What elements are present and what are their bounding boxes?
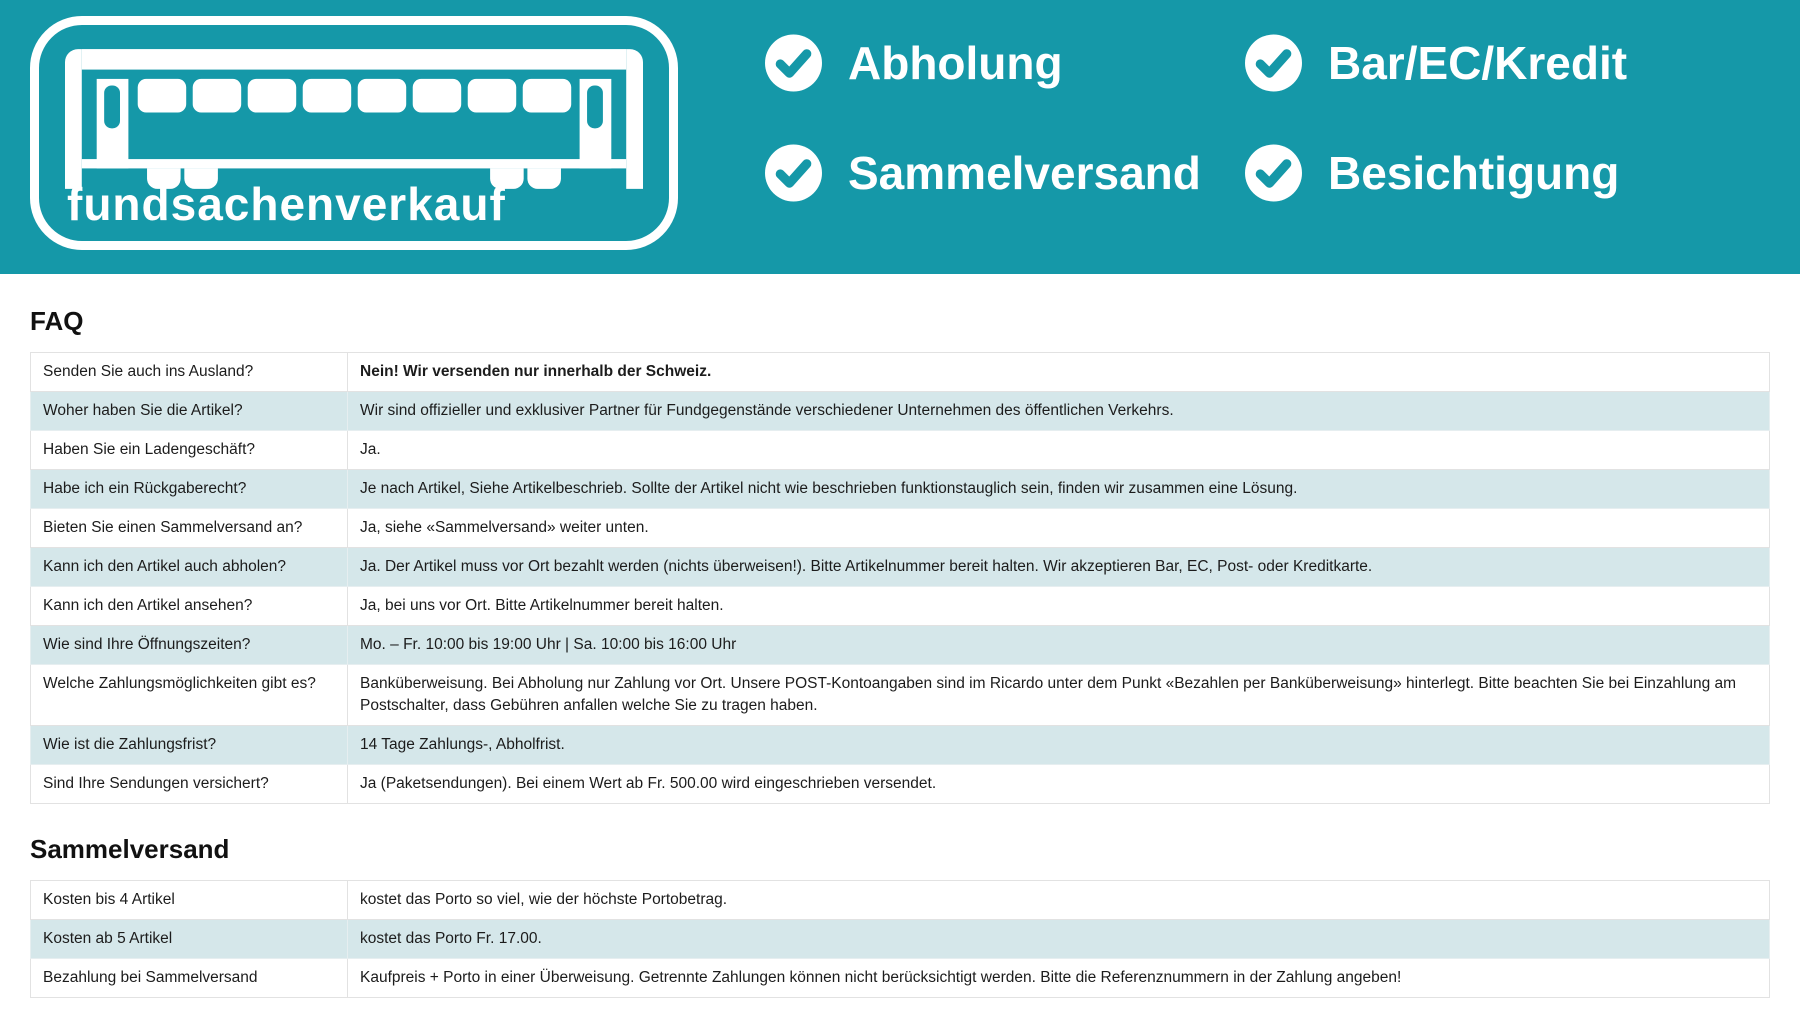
table-row bbox=[31, 509, 1770, 548]
table-row bbox=[31, 353, 1770, 392]
logo-wordmark: fundsachenverkauf bbox=[67, 178, 506, 230]
feature-besichtigung bbox=[1245, 144, 1627, 202]
question-cell: Kosten bis 4 Artikel bbox=[31, 881, 348, 920]
question-cell: Kann ich den Artikel auch abholen? bbox=[31, 548, 348, 587]
faq-table bbox=[30, 352, 1770, 804]
feature-label: Besichtigung bbox=[1328, 147, 1620, 199]
table-row bbox=[31, 665, 1770, 726]
answer-cell: kostet das Porto Fr. 17.00. bbox=[348, 920, 1770, 959]
feature-badges bbox=[765, 34, 1627, 202]
question-cell: Welche Zahlungsmöglichkeiten gibt es? bbox=[31, 665, 348, 726]
question-cell: Sind Ihre Sendungen versichert? bbox=[31, 765, 348, 804]
table-row bbox=[31, 765, 1770, 804]
question-cell: Kann ich den Artikel ansehen? bbox=[31, 587, 348, 626]
answer-cell: Ja (Paketsendungen). Bei einem Wert ab Fr. 500.00 wird eingeschrieben versendet. bbox=[348, 765, 1770, 804]
answer-cell: Mo. – Fr. 10:00 bis 19:00 Uhr | Sa. 10:00 bis 16:00 Uhr bbox=[348, 626, 1770, 665]
answer-cell: Ja. bbox=[348, 431, 1770, 470]
table-row bbox=[31, 920, 1770, 959]
feature-label: Bar/EC/Kredit bbox=[1328, 37, 1628, 89]
faq-title: FAQ bbox=[30, 306, 84, 336]
answer-cell: Wir sind offizieller und exklusiver Partner für Fundgegenstände verschiedener Unternehmen des öffentlichen Verkehrs. bbox=[348, 392, 1770, 431]
feature-abholung bbox=[765, 34, 1245, 92]
header-banner bbox=[0, 0, 1800, 274]
feature-sammelversand bbox=[765, 144, 1245, 202]
table-row bbox=[31, 626, 1770, 665]
answer-cell: Banküberweisung. Bei Abholung nur Zahlung vor Ort. Unsere POST-Kontoangaben sind im Ricardo unter dem Punkt «Bezahlen per Banküberweisung» hinterlegt. Bitte beachten Sie bei Einzahlung am Postschalter, dass Gebühren anfallen welche Sie zu tragen haben. bbox=[348, 665, 1770, 726]
question-cell: Bieten Sie einen Sammelversand an? bbox=[31, 509, 348, 548]
checkmark-icon bbox=[765, 34, 822, 92]
answer-cell: 14 Tage Zahlungs-, Abholfrist. bbox=[348, 726, 1770, 765]
question-cell: Kosten ab 5 Artikel bbox=[31, 920, 348, 959]
table-row bbox=[31, 881, 1770, 920]
question-cell: Haben Sie ein Ladengeschäft? bbox=[31, 431, 348, 470]
answer-cell: kostet das Porto so viel, wie der höchste Portobetrag. bbox=[348, 881, 1770, 920]
question-cell: Woher haben Sie die Artikel? bbox=[31, 392, 348, 431]
question-cell: Habe ich ein Rückgaberecht? bbox=[31, 470, 348, 509]
table-row bbox=[31, 431, 1770, 470]
answer-cell: Ja. Der Artikel muss vor Ort bezahlt werden (nichts überweisen!). Bitte Artikelnummer bereit halten. Wir akzeptieren Bar, EC, Post- oder Kreditkarte. bbox=[348, 548, 1770, 587]
question-cell: Wie ist die Zahlungsfrist? bbox=[31, 726, 348, 765]
feature-bar-ec-kredit bbox=[1245, 34, 1627, 92]
answer-cell: Je nach Artikel, Siehe Artikelbeschrieb. Sollte der Artikel nicht wie beschrieben funktionstauglich sein, finden wir zusammen eine Lösung. bbox=[348, 470, 1770, 509]
checkmark-icon bbox=[1245, 144, 1302, 202]
table-row bbox=[31, 959, 1770, 998]
answer-cell: Ja, siehe «Sammelversand» weiter unten. bbox=[348, 509, 1770, 548]
fundsachenverkauf-logo bbox=[30, 16, 678, 250]
answer-cell: Kaufpreis + Porto in einer Überweisung. Getrennte Zahlungen können nicht berücksichtigt werden. Bitte die Referenznummern in der Zahlung angeben! bbox=[348, 959, 1770, 998]
main-content bbox=[0, 306, 1800, 998]
table-row bbox=[31, 392, 1770, 431]
feature-label: Sammelversand bbox=[848, 147, 1201, 199]
question-cell: Senden Sie auch ins Ausland? bbox=[31, 353, 348, 392]
sammelversand-title: Sammelversand bbox=[30, 834, 230, 864]
table-row bbox=[31, 548, 1770, 587]
table-row bbox=[31, 726, 1770, 765]
question-cell: Wie sind Ihre Öffnungszeiten? bbox=[31, 626, 348, 665]
train-wagon-icon bbox=[65, 49, 643, 189]
table-row bbox=[31, 587, 1770, 626]
table-row bbox=[31, 470, 1770, 509]
feature-label: Abholung bbox=[848, 37, 1063, 89]
checkmark-icon bbox=[765, 144, 822, 202]
checkmark-icon bbox=[1245, 34, 1302, 92]
answer-cell: Nein! Wir versenden nur innerhalb der Schweiz. bbox=[348, 353, 1770, 392]
sammelversand-table bbox=[30, 880, 1770, 998]
answer-cell: Ja, bei uns vor Ort. Bitte Artikelnummer bereit halten. bbox=[348, 587, 1770, 626]
question-cell: Bezahlung bei Sammelversand bbox=[31, 959, 348, 998]
